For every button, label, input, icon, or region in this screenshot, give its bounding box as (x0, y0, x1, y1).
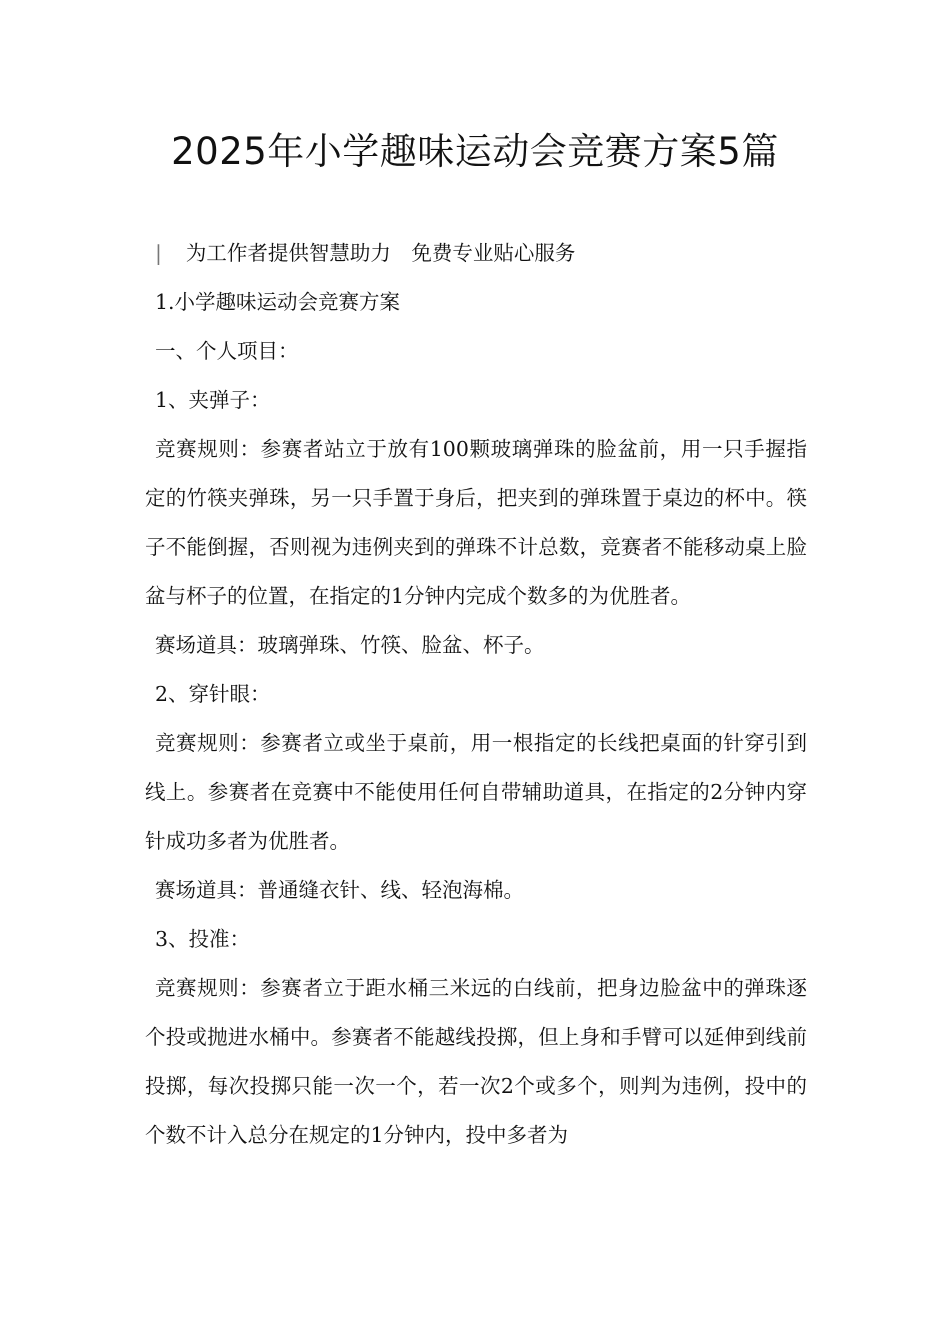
rules-paragraph: 竞赛规则：参赛者立或坐于桌前，用一根指定的长线把桌面的针穿引到线上。参赛者在竞赛中不能使用任何自带辅助道具，在指定的2分钟内穿针成功多者为优胜者。 (145, 731, 807, 853)
document-body (145, 229, 807, 1160)
props-paragraph: 赛场道具：普通缝衣针、线、轻泡海棉。 (155, 878, 524, 902)
item-heading: 2、穿针眼： (155, 682, 271, 706)
rules-paragraph: 竞赛规则：参赛者立于距水桶三米远的白线前，把身边脸盆中的弹珠逐个投或抛进水桶中。参赛者不能越线投掷，但上身和手臂可以延伸到线前投掷，每次投掷只能一次一个，若一次2个或多个，则判为违例，投中的个数不计入总分在规定的1分钟内，投中多者为 (145, 976, 807, 1147)
item-heading: 1、夹弹子： (155, 388, 271, 412)
document-title: 2025年小学趣味运动会竞赛方案5篇 (171, 130, 779, 173)
item-heading: 3、投准： (155, 927, 251, 951)
rules-paragraph: 竞赛规则：参赛者站立于放有100颗玻璃弹珠的脸盆前，用一只手握指定的竹筷夹弹珠，另一只手置于身后，把夹到的弹珠置于桌边的杯中。筷子不能倒握，否则视为违例夹到的弹珠不计总数，竞赛者不能移动桌上脸盆与杯子的位置，在指定的1分钟内完成个数多的为优胜者。 (145, 437, 807, 608)
tagline (145, 229, 807, 278)
tagline-separator: | (155, 241, 162, 265)
tagline-text: 为工作者提供智慧助力 免费专业贴心服务 (185, 241, 576, 265)
subsection-heading: 一、个人项目： (155, 339, 299, 363)
section-heading: 1.小学趣味运动会竞赛方案 (155, 290, 401, 314)
props-paragraph: 赛场道具：玻璃弹珠、竹筷、脸盆、杯子。 (155, 633, 545, 657)
